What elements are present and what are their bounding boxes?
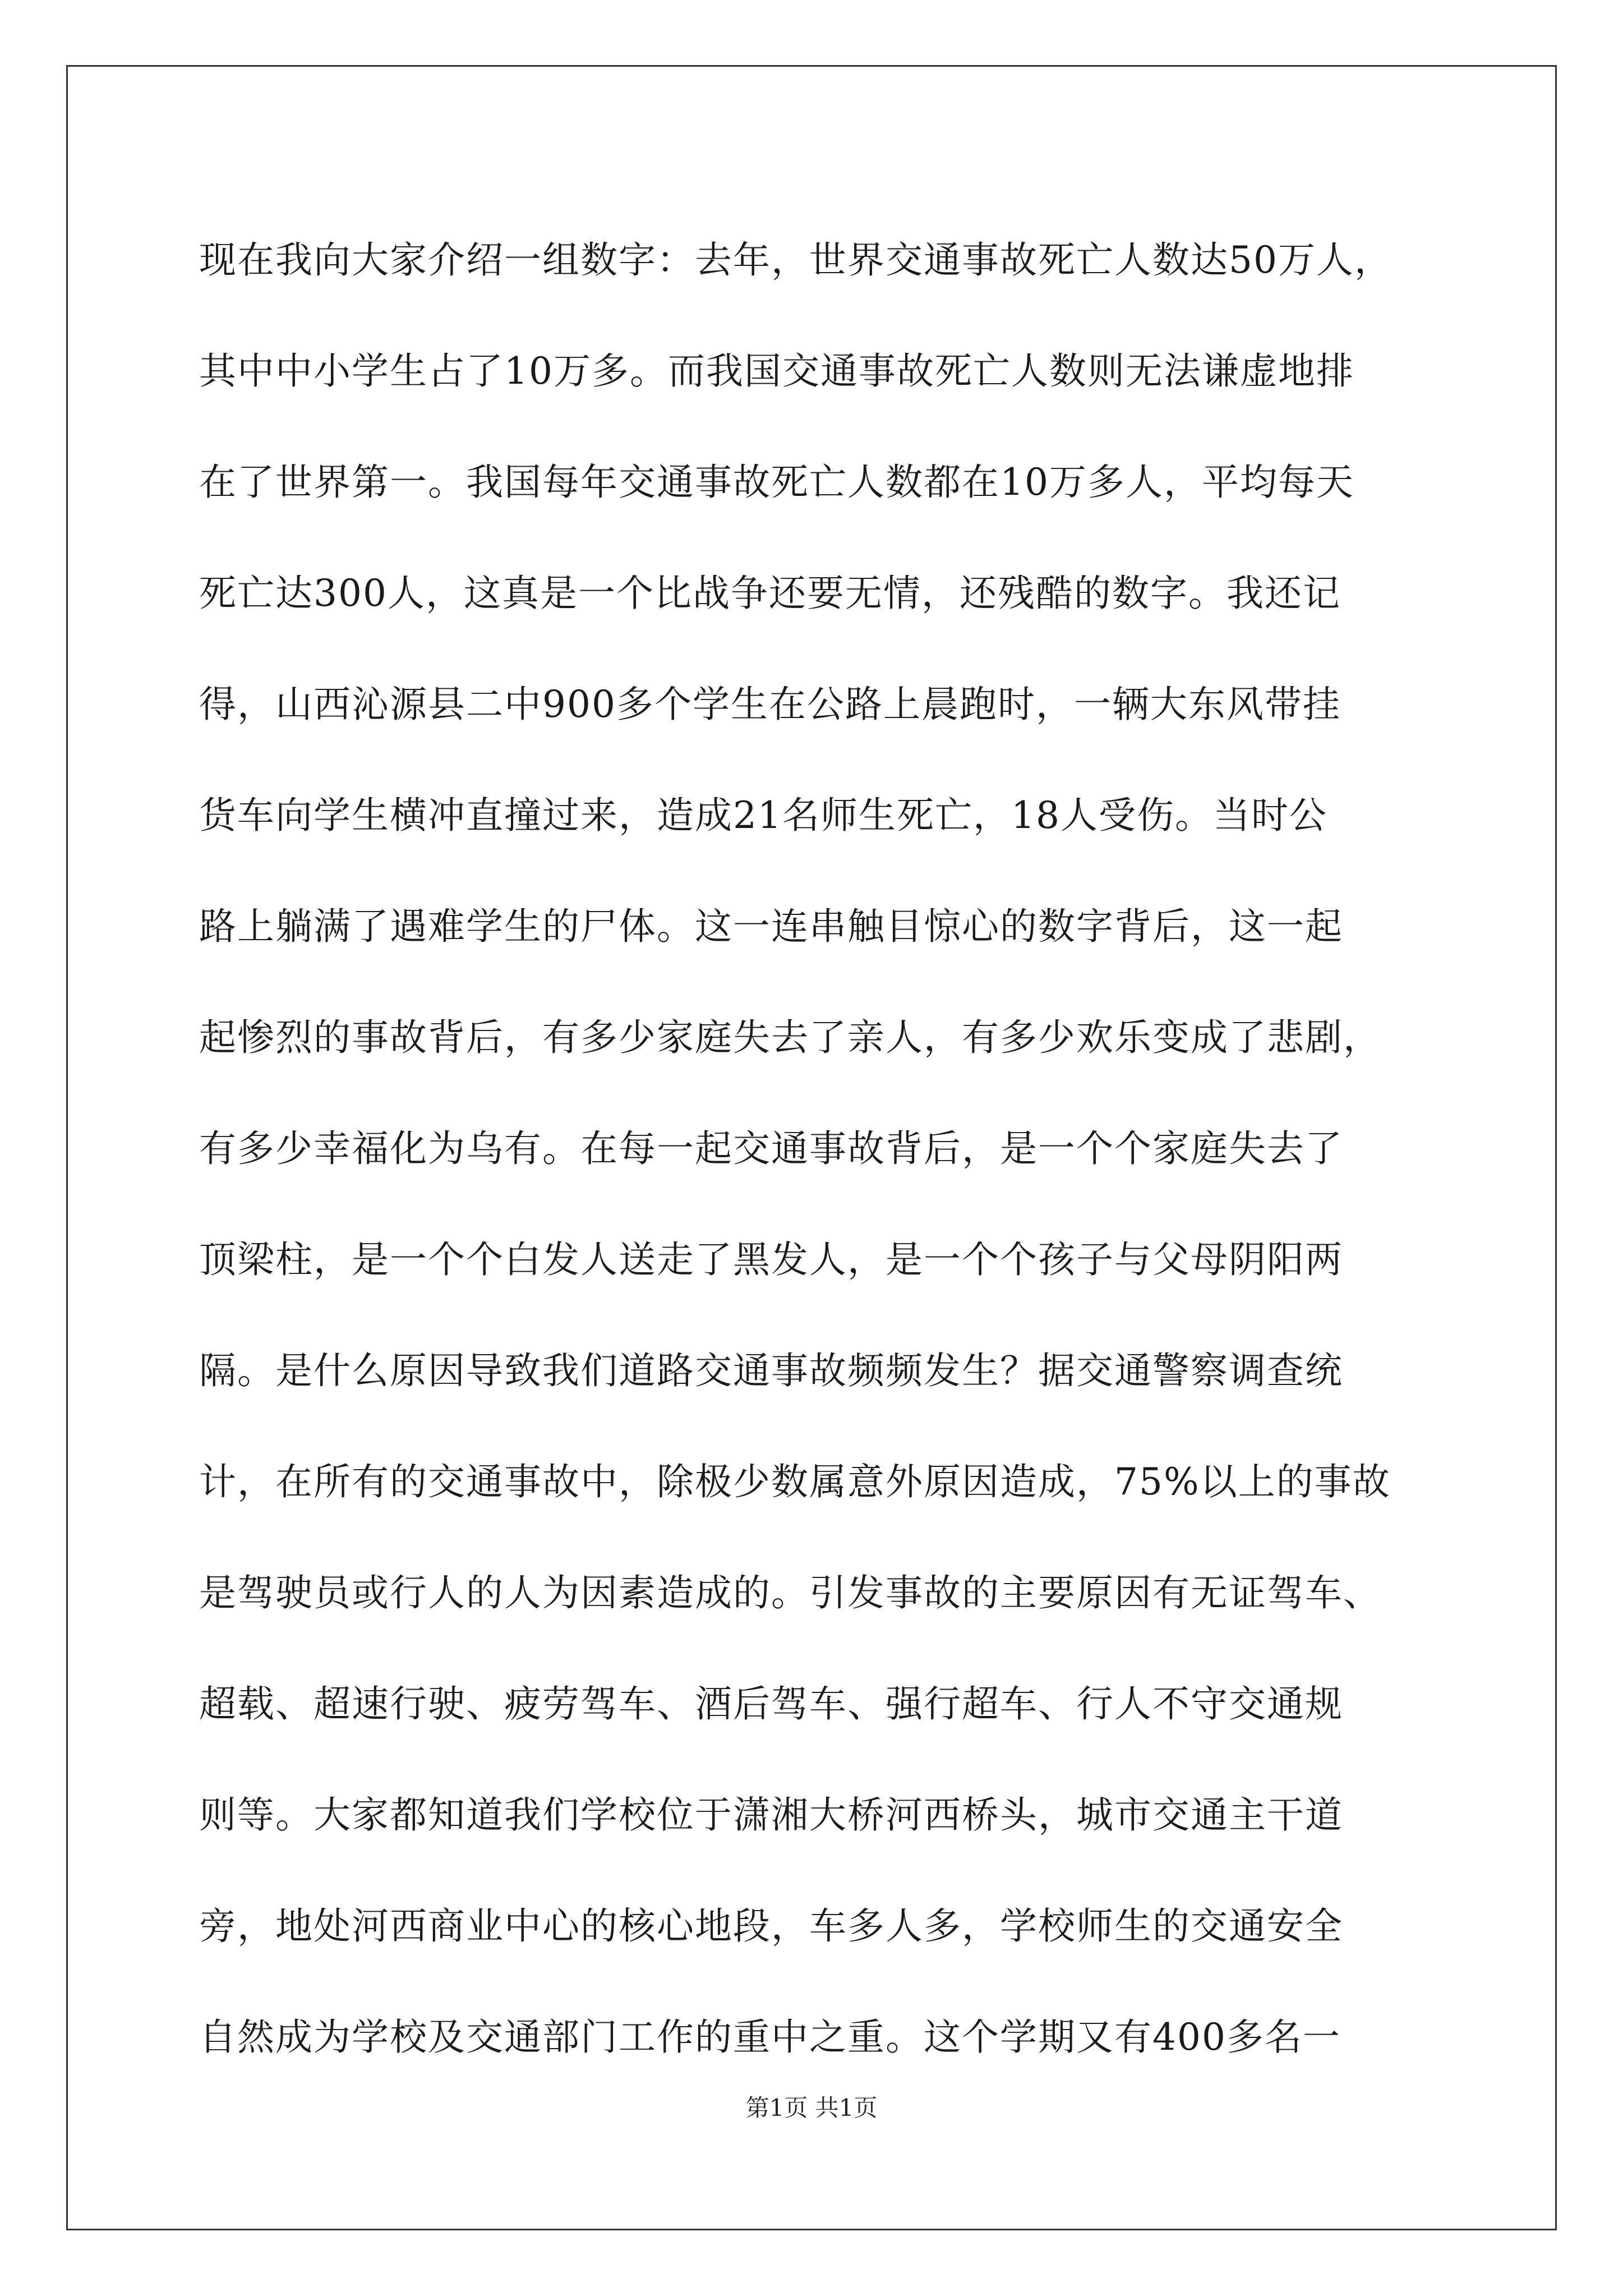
text-line: 计，在所有的交通事故中，除极少数属意外原因造成，75%以上的事故 xyxy=(199,1460,1391,1503)
document-body xyxy=(199,205,1438,2093)
text-line: 自然成为学校及交通部门工作的重中之重。这个学期又有400多名一 xyxy=(199,2016,1341,2059)
text-line: 路上躺满了遇难学生的尸体。这一连串触目惊心的数字背后，这一起 xyxy=(199,905,1343,948)
text-line: 在了世界第一。我国每年交通事故死亡人数都在10万多人，平均每天 xyxy=(199,461,1354,504)
text-line: 现在我向大家介绍一组数字：去年，世界交通事故死亡人数达50万人， xyxy=(199,238,1393,282)
text-line: 得，山西沁源县二中900多个学生在公路上晨跑时，一辆大东风带挂 xyxy=(199,683,1341,726)
text-line: 超载、超速行驶、疲劳驾车、酒后驾车、强行超车、行人不守交通规 xyxy=(199,1682,1343,1726)
text-line: 旁，地处河西商业中心的核心地段，车多人多，学校师生的交通安全 xyxy=(199,1904,1343,1948)
text-line: 有多少幸福化为乌有。在每一起交通事故背后，是一个个家庭失去了 xyxy=(199,1127,1343,1170)
page-number-footer: 第1页 共1页 xyxy=(745,2094,878,2122)
text-line: 隔。是什么原因导致我们道路交通事故频频发生？据交通警察调查统 xyxy=(199,1349,1343,1392)
text-line: 则等。大家都知道我们学校位于潇湘大桥河西桥头，城市交通主干道 xyxy=(199,1793,1343,1837)
text-line: 货车向学生横冲直撞过来，造成21名师生死亡，18人受伤。当时公 xyxy=(199,794,1327,837)
text-line: 死亡达300人，这真是一个比战争还要无情，还残酷的数字。我还记 xyxy=(199,572,1341,615)
text-line: 顶梁柱，是一个个白发人送走了黑发人，是一个个孩子与父母阴阳两 xyxy=(199,1238,1343,1281)
text-line: 起惨烈的事故背后，有多少家庭失去了亲人，有多少欢乐变成了悲剧， xyxy=(199,1016,1381,1059)
text-line: 是驾驶员或行人的人为因素造成的。引发事故的主要原因有无证驾车、 xyxy=(199,1571,1381,1614)
text-line: 其中中小学生占了10万多。而我国交通事故死亡人数则无法谦虚地排 xyxy=(199,349,1354,393)
